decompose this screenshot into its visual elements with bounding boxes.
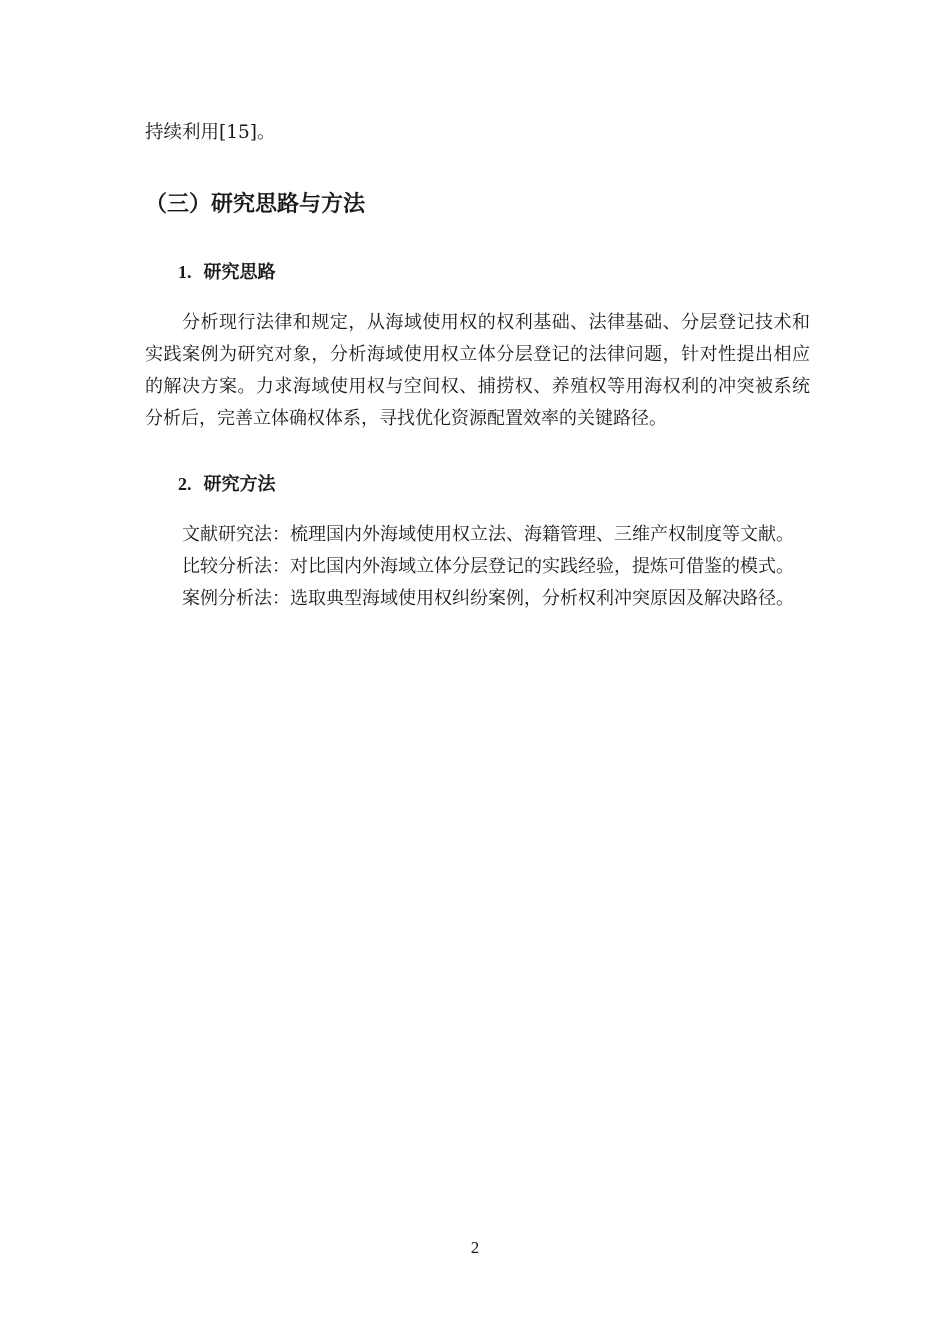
- subsection-heading-research-approach: [178, 257, 276, 288]
- page-number: 2: [470, 1238, 480, 1257]
- subsection-number: 2.: [178, 474, 192, 494]
- research-methods-list: [145, 519, 810, 615]
- section-heading: （三）研究思路与方法: [145, 192, 366, 217]
- research-approach-paragraph: 分析现行法律和规定，从海域使用权的权利基础、法律基础、分层登记技术和实践案例为研究对象，分析海域使用权立体分层登记的法律问题，针对性提出相应的解决方案。力求海域使用权与空间权、捕捞权、养殖权等用海权利的冲突被系统分析后，完善立体确权体系，寻找优化资源配置效率的关键路径。: [145, 312, 810, 429]
- method-literature-research: 文献研究法：梳理国内外海域使用权立法、海籍管理、三维产权制度等文献。: [182, 524, 794, 545]
- subsection-heading-research-methods: [178, 469, 276, 500]
- continuation-text: 持续利用[15]。: [145, 122, 276, 143]
- subsection-number: 1.: [178, 262, 192, 282]
- subsection-title: 研究方法: [203, 474, 276, 495]
- method-comparative-analysis: 比较分析法：对比国内外海域立体分层登记的实践经验，提炼可借鉴的模式。: [182, 556, 794, 577]
- method-case-analysis: 案例分析法：选取典型海域使用权纠纷案例，分析权利冲突原因及解决路径。: [182, 588, 794, 609]
- subsection-title: 研究思路: [203, 262, 276, 283]
